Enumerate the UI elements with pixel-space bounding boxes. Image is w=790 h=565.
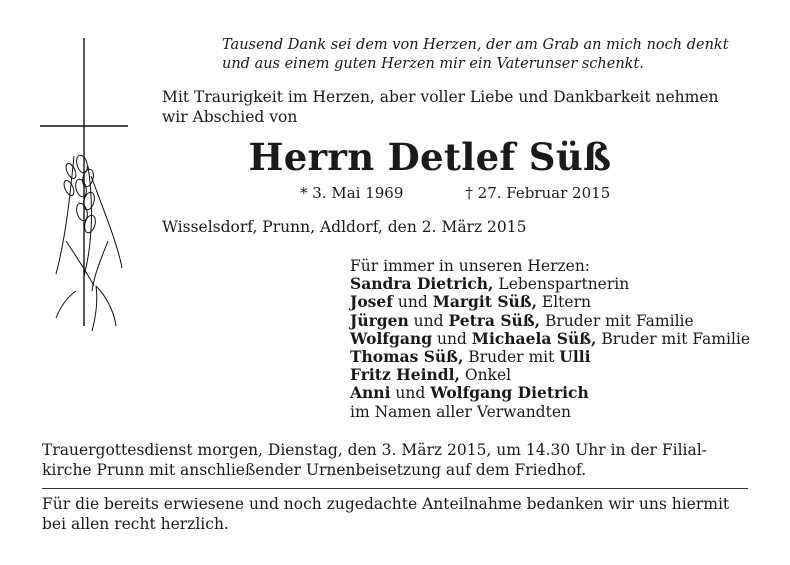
thanks-notice: [42, 494, 754, 534]
list-item: Thomas Süß, Bruder mit Ulli: [350, 347, 591, 367]
quote-line-1: Tausend Dank sei dem von Herzen, der am Grab an mich noch denkt: [222, 37, 729, 53]
thanks-line-2: bei allen recht herzlich.: [42, 515, 229, 533]
intro-line-1: Mit Traurigkeit im Herzen, aber voller Liebe und Dankbarkeit nehmen: [162, 88, 719, 106]
funeral-service-notice: [42, 440, 754, 480]
life-dates: [300, 183, 610, 203]
service-line-1: Trauergottesdienst morgen, Dienstag, den 3. März 2015, um 14.30 Uhr in der Filial-: [42, 441, 707, 459]
mourners-closing: im Namen aller Verwandten: [350, 402, 571, 421]
cross-with-wheat-icon: [36, 36, 136, 336]
place-and-date: Wisselsdorf, Prunn, Adldorf, den 2. März 2015: [162, 218, 527, 236]
memorial-quote: [222, 36, 762, 74]
death-date: † 27. Februar 2015: [465, 184, 611, 202]
birth-date: * 3. Mai 1969: [300, 184, 404, 202]
thanks-line-1: Für die bereits erwiesene und noch zugedachte Anteilnahme bedanken wir uns hiermit: [42, 495, 730, 513]
list-item: Josef und Margit Süß, Eltern: [350, 292, 591, 312]
list-item: Jürgen und Petra Süß, Bruder mit Familie: [350, 310, 694, 330]
quote-line-2: und aus einem guten Herzen mir ein Vaterunser schenkt.: [222, 56, 644, 72]
deceased-name: Herrn Detlef Süß: [248, 135, 612, 179]
list-item: Fritz Heindl, Onkel: [350, 365, 512, 385]
list-item: Anni und Wolfgang Dietrich: [350, 383, 589, 403]
service-line-2: kirche Prunn mit anschließender Urnenbeisetzung auf dem Friedhof.: [42, 461, 587, 479]
list-item: Wolfgang und Michaela Süß, Bruder mit Familie: [350, 328, 751, 348]
intro-line-2: wir Abschied von: [162, 108, 298, 126]
mourners-heading: Für immer in unseren Herzen:: [350, 257, 591, 275]
list-item: Sandra Dietrich, Lebenspartnerin: [350, 274, 630, 294]
intro-text: [162, 87, 762, 127]
divider: [42, 488, 748, 489]
mourners-list: [350, 257, 770, 421]
